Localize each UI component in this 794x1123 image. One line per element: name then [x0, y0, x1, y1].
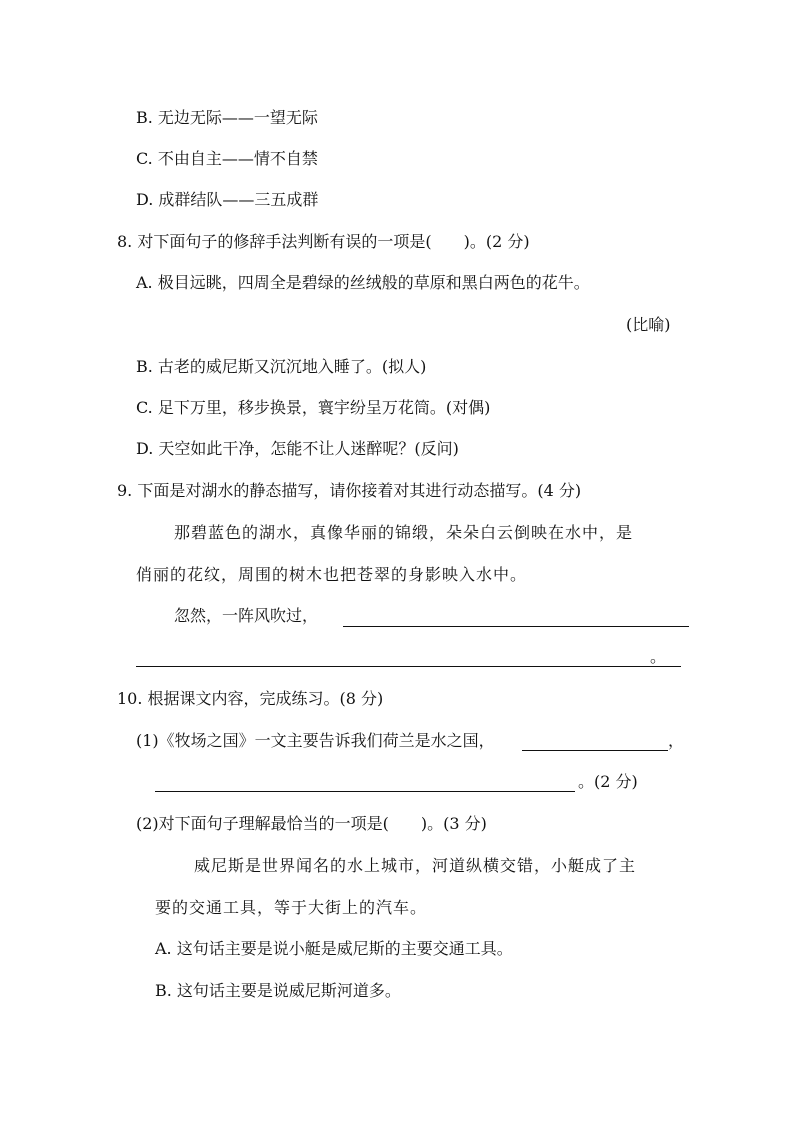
- q8-option-d: D. 天空如此干净，怎能不让人迷醉呢？(反问): [136, 439, 459, 458]
- q9-answer-line2[interactable]: [136, 666, 681, 667]
- q10-part1-comma: ，: [668, 731, 685, 750]
- q10-part2-passage-line2: 要的交通工具，等于大街上的汽车。: [155, 898, 428, 917]
- q10-stem: 10. 根据课文内容，完成练习。(8 分): [117, 689, 384, 708]
- q10-part2-option-a: A. 这句话主要是说小艇是威尼斯的主要交通工具。: [155, 939, 513, 958]
- q10-part2-option-b: B. 这句话主要是说威尼斯河道多。: [155, 981, 401, 1000]
- q7-option-c: C. 不由自主——情不自禁: [136, 149, 318, 168]
- q8-option-c: C. 足下万里，移步换景，寰宇纷呈万花筒。(对偶): [136, 398, 491, 417]
- q10-part1-text: (1)《牧场之国》一文主要告诉我们荷兰是水之国，: [136, 731, 495, 750]
- q9-passage-line1: 那碧蓝色的湖水，真像华丽的锦缎，朵朵白云倒映在水中，是: [174, 523, 634, 542]
- q9-end-mark: 。: [650, 647, 667, 666]
- q9-answer-line1[interactable]: [343, 626, 689, 627]
- q8-stem: 8. 对下面句子的修辞手法判断有误的一项是( )。(2 分): [117, 232, 530, 251]
- q8-option-b: B. 古老的威尼斯又沉沉地入睡了。(拟人): [136, 357, 427, 376]
- q10-part2-passage-line1: 威尼斯是世界闻名的水上城市，河道纵横交错，小艇成了主: [194, 856, 637, 875]
- q9-stem: 9. 下面是对湖水的静态描写，请你接着对其进行动态描写。(4 分): [117, 481, 582, 500]
- q7-option-b: B. 无边无际——一望无际: [136, 108, 318, 127]
- q10-part1-end: 。(2 分): [578, 772, 638, 791]
- q7-option-d: D. 成群结队——三五成群: [136, 190, 319, 209]
- q10-part1-blank1[interactable]: [522, 750, 668, 751]
- q9-prompt: 忽然，一阵风吹过，: [174, 606, 319, 625]
- q9-passage-line2: 俏丽的花纹，周围的树木也把苍翠的身影映入水中。: [136, 565, 528, 584]
- q10-part2-stem: (2)对下面句子理解最恰当的一项是( )。(3 分): [136, 814, 487, 833]
- q8-option-a-note: (比喻): [626, 315, 671, 334]
- q8-option-a: A. 极目远眺，四周全是碧绿的丝绒般的草原和黑白两色的花牛。: [136, 273, 590, 292]
- q10-part1-blank2[interactable]: [155, 791, 575, 792]
